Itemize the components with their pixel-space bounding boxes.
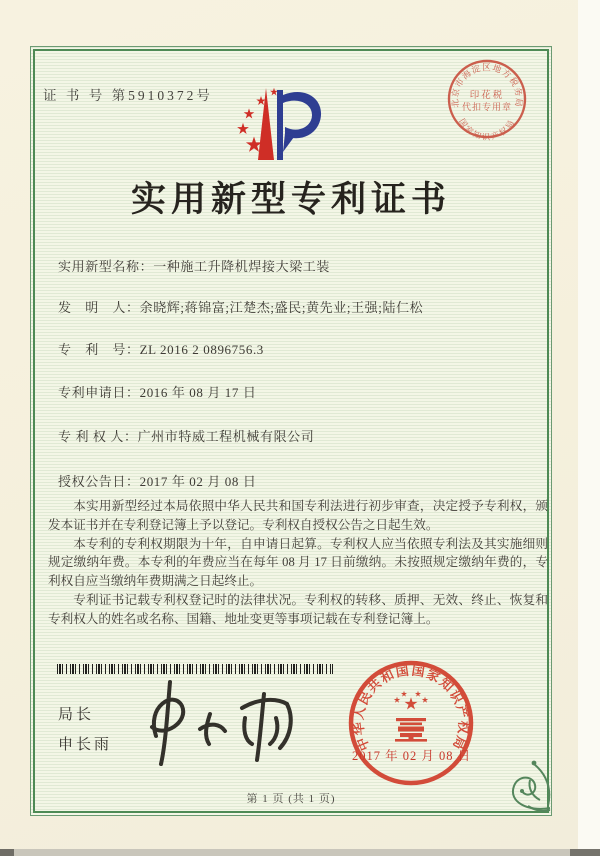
scan-edge-right: [578, 0, 600, 856]
tax-stamp-arc-top: 北京市海淀区地方税务局: [449, 62, 525, 109]
field-value: 余晓辉;蒋锦富;江楚杰;盛民;黄先业;王强;陆仁松: [139, 300, 424, 315]
seal-date: 2017 年 02 月 08 日: [352, 749, 472, 763]
scan-edge-bottom: [0, 849, 600, 856]
page-footer: 第 1 页 (共 1 页): [246, 793, 336, 805]
field-label: 实用新型名称：: [58, 259, 154, 274]
field-value: 广州市特威工程机械有限公司: [137, 429, 315, 444]
tax-stamp-center-line2: 代扣专用章: [461, 102, 513, 112]
field-value: 一种施工升降机焊接大梁工装: [153, 259, 331, 274]
field-value: 2017 年 02 月 08 日: [139, 474, 257, 489]
director-signature: [118, 672, 308, 772]
field-label: 专利申请日：: [58, 385, 140, 400]
body-paragraph: 本专利的专利权期限为十年，自申请日起算。专利权人应当依照专利法及其实施细则规定缴纳年费。本专利的年费应当在每年 08 月 17 日前缴纳。未按照规定缴纳年费的，专利权自应当缴纳年费期满之日起终止。: [48, 536, 548, 589]
field-label: 专 利 权 人：: [58, 429, 138, 444]
national-emblem-icon: [394, 691, 428, 742]
field-value: ZL 2016 2 0896756.3: [139, 342, 264, 357]
field-application-date: [58, 382, 256, 401]
patent-office-logo-icon: [233, 86, 325, 164]
tax-stamp-arc-bottom: 国家知识产权局: [457, 117, 517, 141]
tax-stamp-center-line1: 印花税: [469, 91, 505, 101]
field-value: 2016 年 08 月 17 日: [139, 385, 257, 400]
field-utility-model-name: [58, 256, 330, 275]
body-paragraph: 本实用新型经过本局依照中华人民共和国专利法进行初步审查，决定授予专利权，颁发本证书并在专利登记簿上予以登记。专利权自授权公告之日起生效。: [48, 499, 548, 532]
field-label: 授权公告日：: [58, 474, 140, 489]
certificate-title: 实用新型专利证书: [130, 180, 451, 219]
body-paragraph: 专利证书记载专利权登记时的法律状况。专利权的转移、质押、无效、终止、恢复和专利权人的姓名或名称、国籍、地址变更等事项记载在专利登记簿上。: [48, 592, 548, 626]
field-patent-number: [58, 339, 264, 358]
legal-text-block: [48, 497, 548, 629]
field-label: 发 明 人：: [58, 300, 140, 315]
tax-stamp-seal: [445, 57, 529, 141]
field-patentee: [58, 426, 314, 445]
field-inventors: [58, 297, 423, 316]
gov-seal: [346, 658, 476, 788]
gov-seal-ring-text: 中华人民共和国国家知识产权局: [350, 662, 472, 754]
officer-name: 申长雨: [58, 737, 113, 753]
field-grant-date: [58, 471, 256, 490]
certificate-number: 证 书 号 第5910372号: [43, 88, 213, 103]
officer-title: 局长: [58, 707, 95, 723]
field-label: 专 利 号：: [58, 342, 140, 357]
